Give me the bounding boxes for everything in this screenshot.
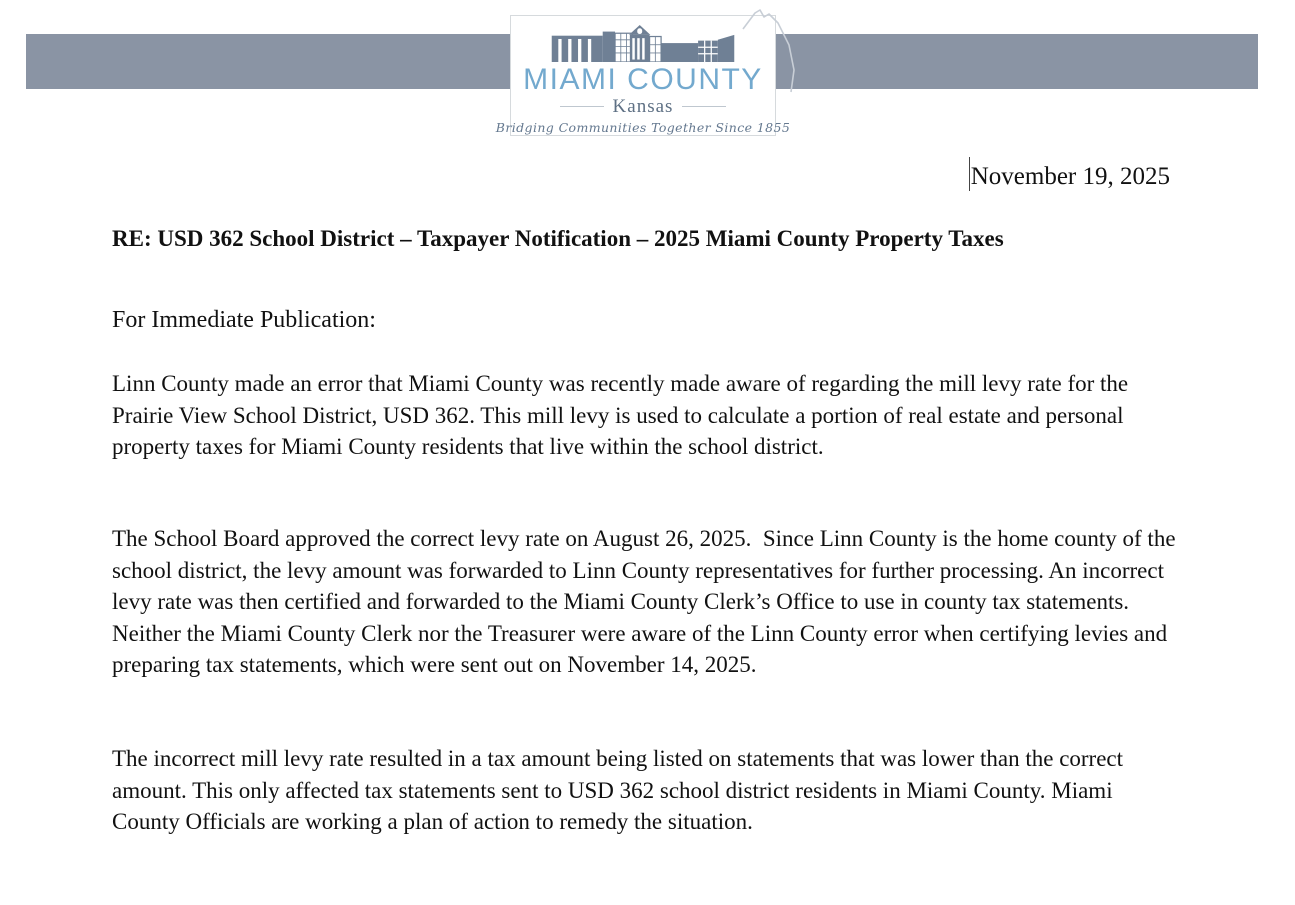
- county-logo: [495, 15, 791, 136]
- state-name-row: [560, 97, 727, 116]
- text-cursor: [969, 157, 970, 191]
- divider-line: [682, 106, 726, 107]
- paragraph: Linn County made an error that Miami County was recently made aware of regarding the mill levy rate for the Prairie View School District, USD 362. This mill levy is used to calculate a portion of real estate and personal property taxes for Miami County residents that live within the school district.: [112, 371, 1134, 460]
- county-logo-box: [495, 15, 791, 136]
- subject-line: RE: USD 362 School District – Taxpayer Notification – 2025 Miami County Property Taxes: [112, 226, 1004, 251]
- county-tagline: Bridging Communities Together Since 1855: [495, 120, 791, 135]
- paragraph: The incorrect mill levy rate resulted in a tax amount being listed on statements that was lower than the correct amount. This only affected tax statements sent to USD 362 school district residents in Miami County. Miami County Officials are working a plan of action to remedy the situation.: [112, 746, 1129, 835]
- salutation: For Immediate Publication:: [112, 307, 376, 333]
- letter-date: [969, 157, 1170, 195]
- courthouse-icon: [532, 25, 754, 62]
- paragraph: The School Board approved the correct levy rate on August 26, 2025. Since Linn County is the home county of the school district, the levy amount was forwarded to Linn County representatives for further processing. An incorrect levy rate was then certified and forwarded to the Miami County Clerk’s Office to use in county tax statements. Neither the Miami County Clerk nor the Treasurer were aware of the Linn County error when certifying levies and preparing tax statements, which were sent out on November 14, 2025.: [112, 526, 1182, 678]
- county-name-label: MIAMI COUNTY: [523, 63, 763, 96]
- divider-line: [560, 106, 604, 107]
- letter-date-text: November 19, 2025: [970, 163, 1170, 190]
- state-name-label: Kansas: [612, 96, 674, 117]
